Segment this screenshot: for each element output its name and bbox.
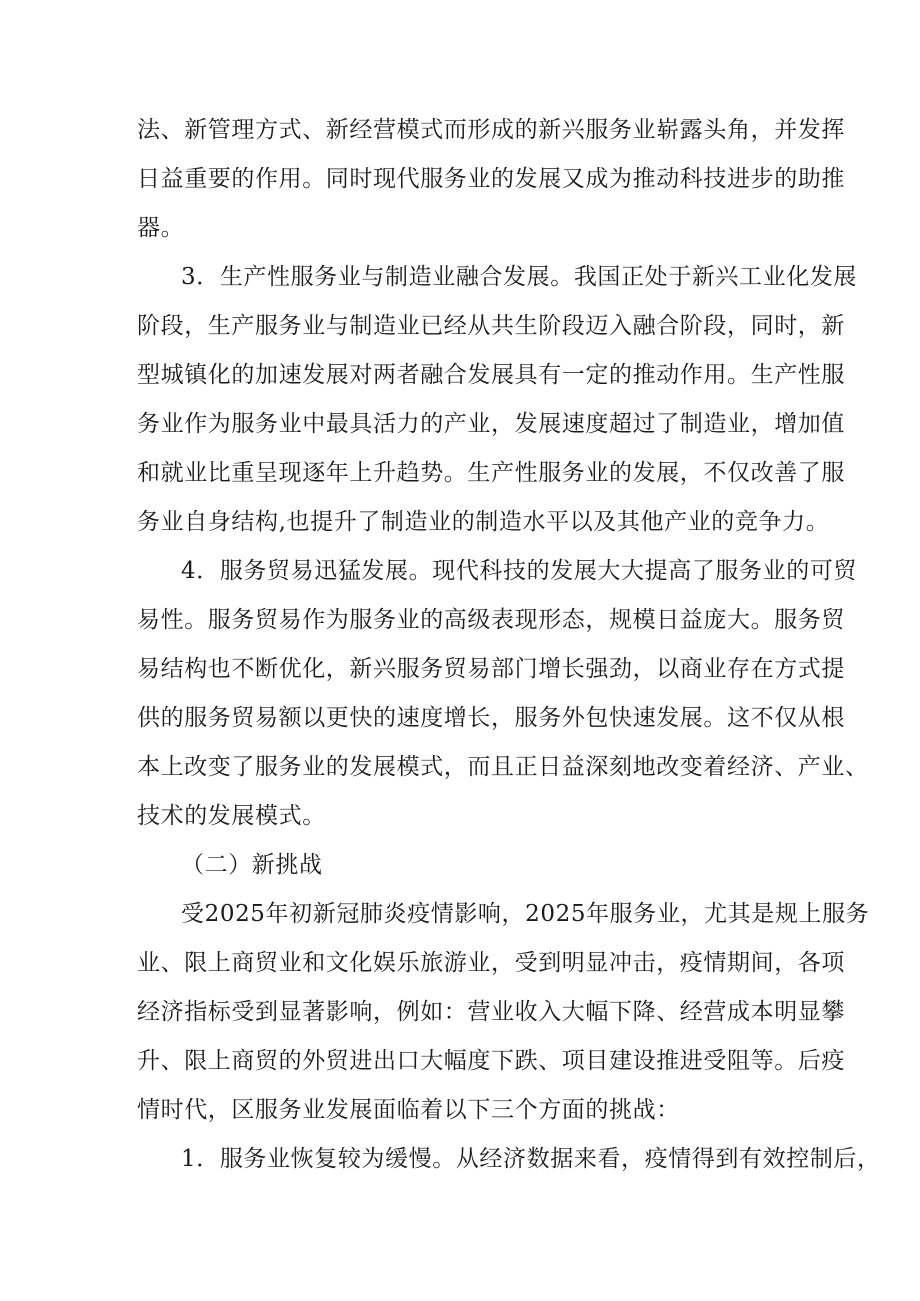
paragraph-4-line-1: 受2025年初新冠肺炎疫情影响，2025年服务业，尤其是规上服务: [181, 901, 870, 927]
paragraph-2-line-1: 3．生产性服务业与制造业融合发展。我国正处于新兴工业化发展: [181, 264, 858, 290]
paragraph-1-line-1: 法、新管理方式、新经营模式而形成的新兴服务业崭露头角，并发挥: [137, 117, 845, 143]
paragraph-2-line-4: 务业作为服务业中最具活力的产业，发展速度超过了制造业，增加值: [137, 411, 845, 437]
paragraph-3-line-3: 易结构也不断优化，新兴服务贸易部门增长强劲，以商业存在方式提: [137, 656, 845, 682]
paragraph-2-line-5: 和就业比重呈现逐年上升趋势。生产性服务业的发展，不仅改善了服: [137, 460, 845, 486]
paragraph-3-line-6: 技术的发展模式。: [137, 803, 326, 829]
paragraph-4-line-3: 经济指标受到显著影响，例如：营业收入大幅下降、经营成本明显攀: [137, 999, 845, 1025]
paragraph-1-line-3: 器。: [137, 215, 185, 241]
section-heading: （二）新挑战: [181, 852, 323, 878]
paragraph-4-line-5: 情时代，区服务业发展面临着以下三个方面的挑战：: [137, 1097, 680, 1123]
paragraph-1-line-2: 日益重要的作用。同时现代服务业的发展又成为推动科技进步的助推: [137, 166, 845, 192]
paragraph-5-line-1: 1．服务业恢复较为缓慢。从经济数据来看，疫情得到有效控制后，: [181, 1146, 881, 1172]
paragraph-4-line-4: 升、限上商贸的外贸进出口大幅度下跌、项目建设推进受阻等。后疫: [137, 1048, 845, 1074]
paragraph-2-line-2: 阶段，生产服务业与制造业已经从共生阶段迈入融合阶段，同时，新: [137, 313, 845, 339]
paragraph-3-line-4: 供的服务贸易额以更快的速度增长，服务外包快速发展。这不仅从根: [137, 705, 845, 731]
paragraph-4-line-2: 业、限上商贸业和文化娱乐旅游业，受到明显冲击，疫情期间，各项: [137, 950, 845, 976]
paragraph-3-line-2: 易性。服务贸易作为服务业的高级表现形态，规模日益庞大。服务贸: [137, 607, 845, 633]
paragraph-2-line-3: 型城镇化的加速发展对两者融合发展具有一定的推动作用。生产性服: [137, 362, 845, 388]
paragraph-3-line-5: 本上改变了服务业的发展模式，而且正日益深刻地改变着经济、产业、: [137, 754, 869, 780]
paragraph-3-line-1: 4．服务贸易迅猛发展。现代科技的发展大大提高了服务业的可贸: [181, 558, 858, 584]
paragraph-2-line-6: 务业自身结构,也提升了制造业的制造水平以及其他产业的竞争力。: [137, 509, 830, 535]
